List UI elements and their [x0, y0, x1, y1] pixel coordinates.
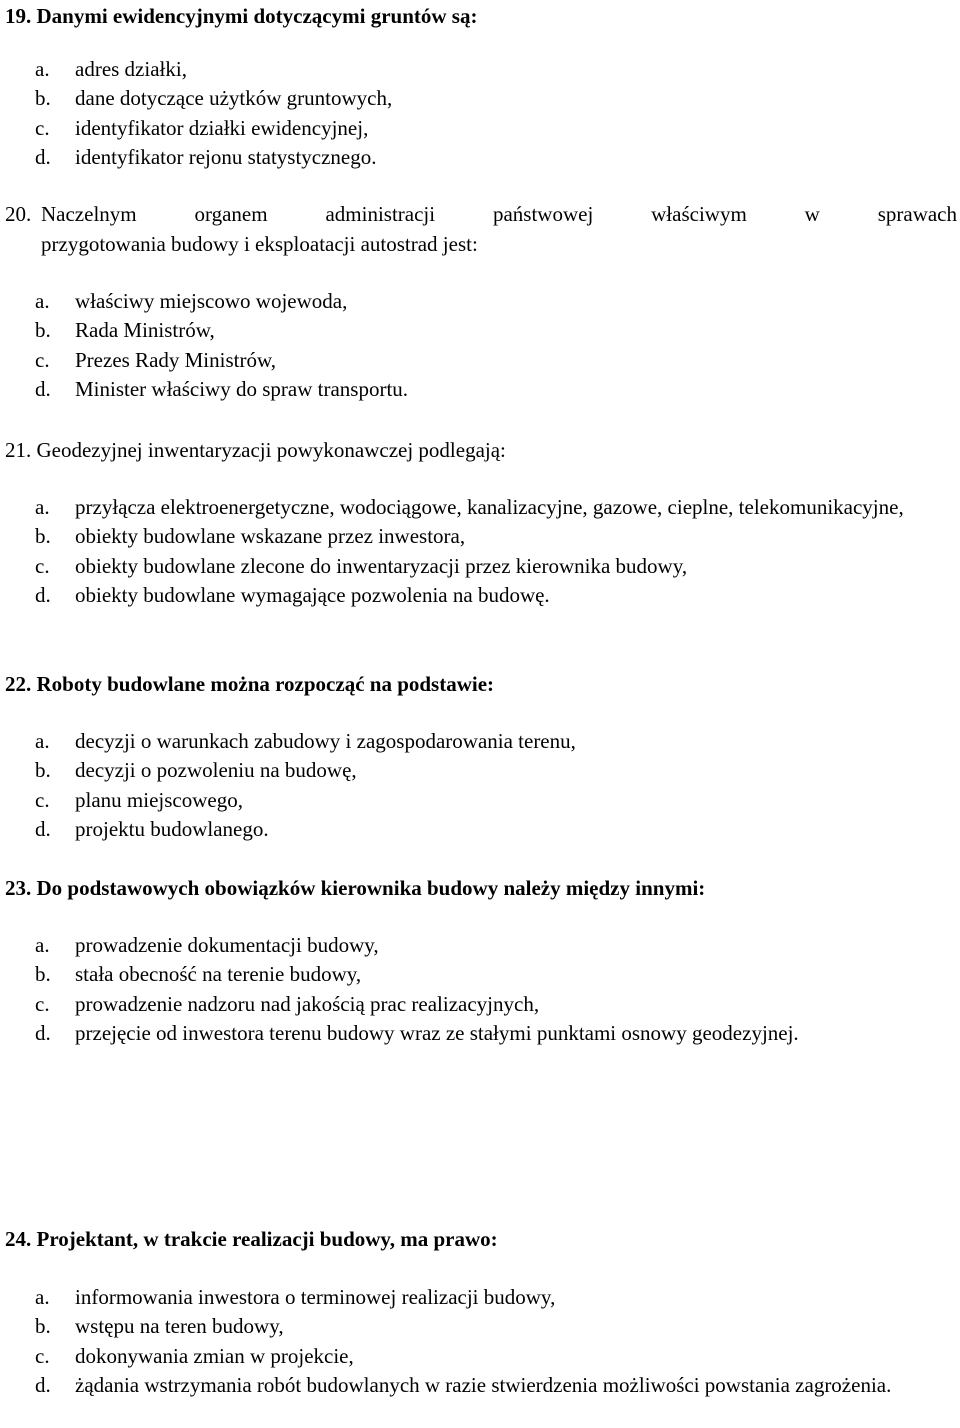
option-text: dane dotyczące użytków gruntowych,: [75, 86, 393, 111]
question-19-title: [5, 1, 477, 31]
option-letter: c.: [35, 553, 50, 578]
option-b[interactable]: [35, 84, 392, 113]
option-letter: d.: [35, 582, 51, 607]
question-number: 21.: [5, 438, 32, 462]
option-text: dokonywania zmian w projekcie,: [75, 1343, 354, 1368]
option-letter: c.: [35, 991, 50, 1016]
option-letter: d.: [35, 144, 51, 169]
question-text: Geodezyjnej inwentaryzacji powykonawczej podlegają:: [36, 438, 506, 462]
option-letter: b.: [35, 758, 51, 783]
option-text: prowadzenie dokumentacji budowy,: [75, 933, 379, 957]
option-text: identyfikator rejonu statystycznego.: [75, 144, 377, 169]
option-letter: d.: [35, 1020, 51, 1045]
question-number: 19.: [5, 4, 32, 28]
option-letter: b.: [35, 318, 51, 343]
option-d[interactable]: [35, 1371, 960, 1400]
option-text: decyzji o pozwoleniu na budowę,: [75, 758, 357, 783]
question-text-line2: przygotowania budowy i eksploatacji autostrad jest:: [41, 232, 478, 256]
question-text: Danymi ewidencyjnymi dotyczącymi gruntów są:: [36, 4, 478, 28]
option-b[interactable]: [35, 316, 408, 345]
option-text: adres działki,: [75, 57, 187, 81]
question-number: 22.: [5, 672, 32, 696]
option-text: stała obecność na terenie budowy,: [75, 962, 362, 987]
option-text: obiekty budowlane wskazane przez inwestora,: [75, 524, 466, 549]
option-letter: b.: [35, 1314, 51, 1339]
option-text: informowania inwestora o terminowej realizacji budowy,: [75, 1285, 556, 1309]
option-a[interactable]: [35, 287, 408, 316]
option-a[interactable]: [35, 55, 392, 84]
option-text: projektu budowlanego.: [75, 816, 269, 841]
question-text: Roboty budowlane można rozpocząć na podstawie:: [36, 672, 495, 696]
option-letter: a.: [35, 1285, 50, 1309]
option-d[interactable]: [35, 375, 408, 404]
option-letter: a.: [35, 729, 50, 753]
option-c[interactable]: [35, 786, 576, 815]
option-letter: c.: [35, 347, 50, 372]
option-b[interactable]: [35, 522, 960, 551]
question-text: Do podstawowych obowiązków kierownika budowy należy między innymi:: [36, 876, 706, 900]
option-d[interactable]: [35, 815, 576, 844]
option-text: przyłącza elektroenergetyczne, wodociągowe, kanalizacyjne, gazowe, cieplne, telekomunikacyjne,: [75, 495, 904, 519]
question-21-options: [35, 493, 960, 610]
option-letter: c.: [35, 787, 50, 812]
option-b[interactable]: [35, 1312, 960, 1341]
question-text-line1: Naczelnym organem administracji państwowej właściwym w sprawach: [41, 202, 957, 226]
option-text: planu miejscowego,: [75, 787, 243, 812]
question-22-options: [35, 727, 576, 844]
question-24-options: [35, 1283, 960, 1400]
option-letter: d.: [35, 816, 51, 841]
option-text: decyzji o warunkach zabudowy i zagospodarowania terenu,: [75, 729, 576, 753]
option-c[interactable]: [35, 114, 392, 143]
option-d[interactable]: [35, 581, 960, 610]
option-letter: d.: [35, 1372, 51, 1397]
option-text: żądania wstrzymania robót budowlanych w razie stwierdzenia możliwości powstania zagrożenia.: [75, 1372, 892, 1397]
option-d[interactable]: [35, 143, 392, 172]
option-text: obiekty budowlane zlecone do inwentaryzacji przez kierownika budowy,: [75, 553, 688, 578]
question-20-options: [35, 287, 408, 404]
option-letter: a.: [35, 933, 50, 957]
option-letter: b.: [35, 86, 51, 111]
option-c[interactable]: [35, 552, 960, 581]
option-letter: a.: [35, 57, 50, 81]
question-number: 20.: [5, 202, 32, 226]
option-letter: c.: [35, 1343, 50, 1368]
question-23-title: [5, 873, 705, 903]
option-text: Minister właściwy do spraw transportu.: [75, 376, 409, 401]
option-letter: b.: [35, 962, 51, 987]
option-text: obiekty budowlane wymagające pozwolenia na budowę.: [75, 582, 550, 607]
option-text: właściwy miejscowo wojewoda,: [75, 289, 348, 313]
option-b[interactable]: [35, 960, 799, 989]
option-a[interactable]: [35, 1283, 960, 1312]
option-letter: d.: [35, 376, 51, 401]
option-text: prowadzenie nadzoru nad jakością prac realizacyjnych,: [75, 991, 540, 1016]
option-text: Rada Ministrów,: [75, 318, 215, 343]
option-a[interactable]: [35, 493, 960, 522]
option-text: Prezes Rady Ministrów,: [75, 347, 277, 372]
option-text: identyfikator działki ewidencyjnej,: [75, 115, 369, 140]
question-22-title: [5, 669, 494, 699]
option-c[interactable]: [35, 990, 799, 1019]
option-d[interactable]: [35, 1019, 799, 1048]
question-21-title: [5, 435, 506, 465]
question-23-options: [35, 931, 799, 1048]
option-a[interactable]: [35, 727, 576, 756]
question-number: 24.: [5, 1227, 32, 1251]
option-letter: b.: [35, 524, 51, 549]
option-letter: a.: [35, 289, 50, 313]
option-c[interactable]: [35, 346, 408, 375]
question-20-title: [5, 199, 957, 256]
option-text: wstępu na teren budowy,: [75, 1314, 284, 1339]
option-b[interactable]: [35, 756, 576, 785]
option-letter: a.: [35, 495, 50, 519]
question-19-options: [35, 55, 392, 172]
question-text: Projektant, w trakcie realizacji budowy, ma prawo:: [36, 1227, 498, 1251]
option-a[interactable]: [35, 931, 799, 960]
question-24-title: [5, 1224, 498, 1254]
option-c[interactable]: [35, 1342, 960, 1371]
option-letter: c.: [35, 115, 50, 140]
option-text: przejęcie od inwestora terenu budowy wraz ze stałymi punktami osnowy geodezyjnej.: [75, 1020, 799, 1045]
question-number: 23.: [5, 876, 32, 900]
